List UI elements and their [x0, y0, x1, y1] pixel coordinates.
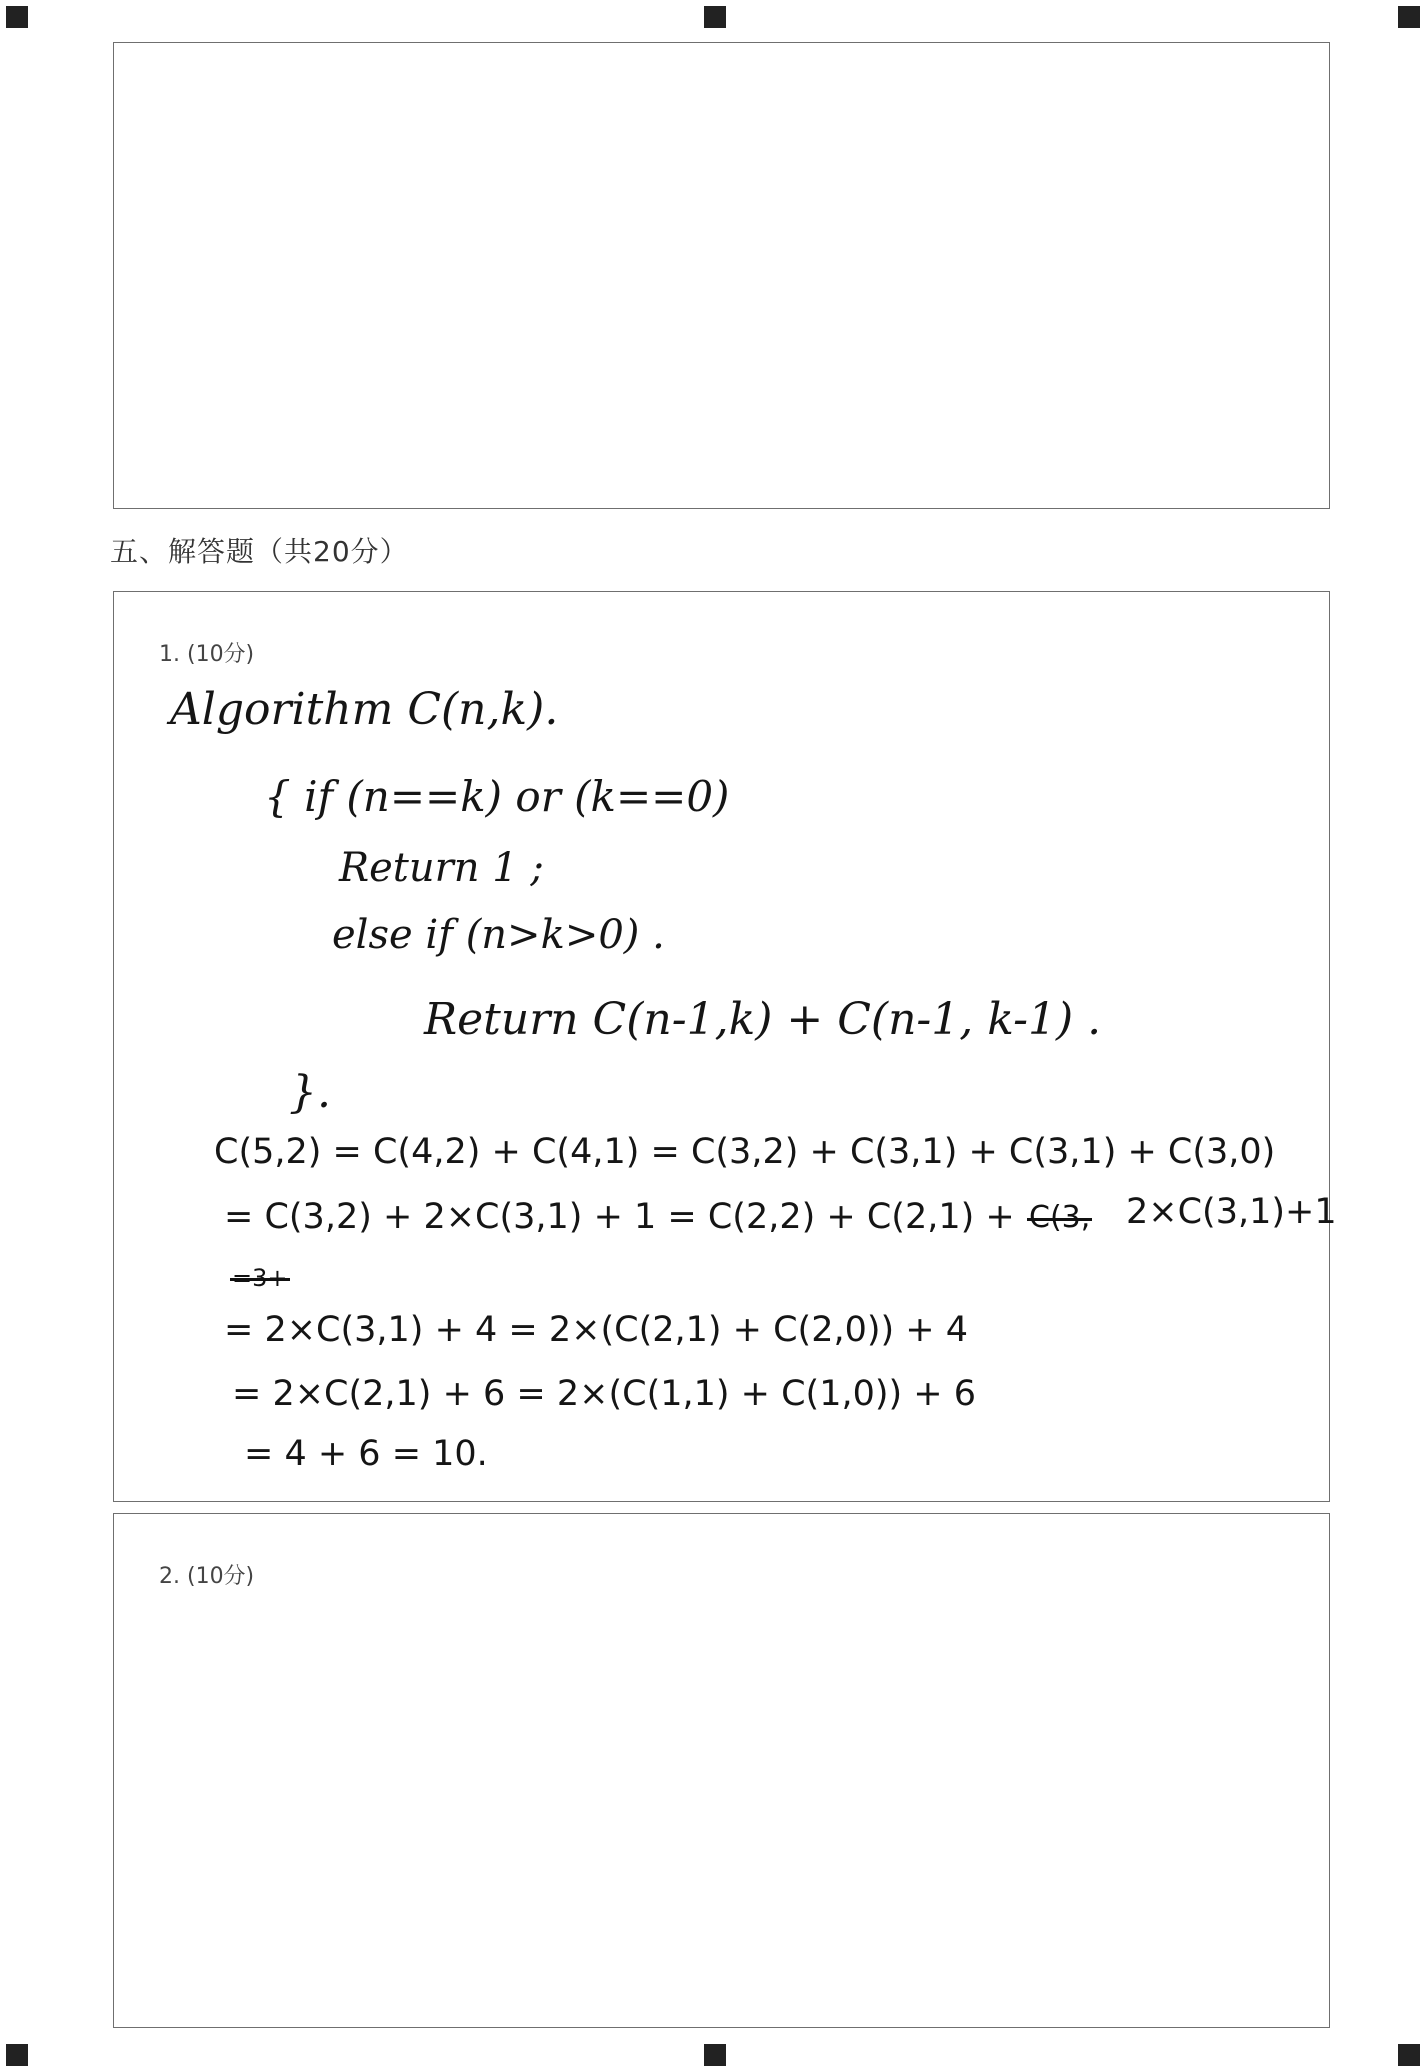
calculation-line: 2×C(3,1)+1 — [1126, 1192, 1337, 1232]
handwritten-line: Algorithm C(n,k). — [170, 684, 559, 735]
question-1-label: 1. (10分) — [159, 642, 255, 667]
previous-answer-box — [113, 42, 1330, 509]
question-1-answer-box — [113, 591, 1337, 1502]
calculation-line: = 2×C(2,1) + 6 = 2×(C(1,1) + C(1,0)) + 6 — [232, 1374, 977, 1414]
registration-marker-bottom-center — [704, 2044, 726, 2066]
calculation-line: = 2×C(3,1) + 4 = 2×(C(2,1) + C(2,0)) + 4 — [224, 1310, 969, 1350]
crossed-out-text: C(3, — [1029, 1200, 1091, 1235]
handwritten-line: { if (n==k) or (k==0) — [264, 772, 730, 821]
question-2-answer-box — [113, 1513, 1330, 2028]
handwritten-line: }. — [289, 1067, 331, 1118]
crossed-out-text: =3+ — [232, 1264, 288, 1292]
registration-marker-top-center — [704, 6, 726, 28]
handwritten-line: else if (n>k>0) . — [332, 912, 665, 958]
calculation-line: = 4 + 6 = 10. — [244, 1434, 488, 1474]
calculation-line: = C(3,2) + 2×C(3,1) + 1 = C(2,2) + C(2,1) + — [224, 1197, 1015, 1237]
registration-marker-bottom-left — [6, 2044, 28, 2066]
question-2-label: 2. (10分) — [159, 1564, 255, 1589]
section-title: 五、解答题（共20分） — [110, 535, 409, 568]
calculation-line: C(5,2) = C(4,2) + C(4,1) = C(3,2) + C(3,1) + C(3,1) + C(3,0) — [214, 1132, 1276, 1172]
registration-marker-top-left — [6, 6, 28, 28]
registration-marker-top-right — [1398, 6, 1420, 28]
handwritten-line: Return C(n-1,k) + C(n-1, k-1) . — [424, 994, 1102, 1045]
registration-marker-bottom-right — [1398, 2044, 1420, 2066]
handwritten-line: Return 1 ; — [339, 845, 544, 891]
